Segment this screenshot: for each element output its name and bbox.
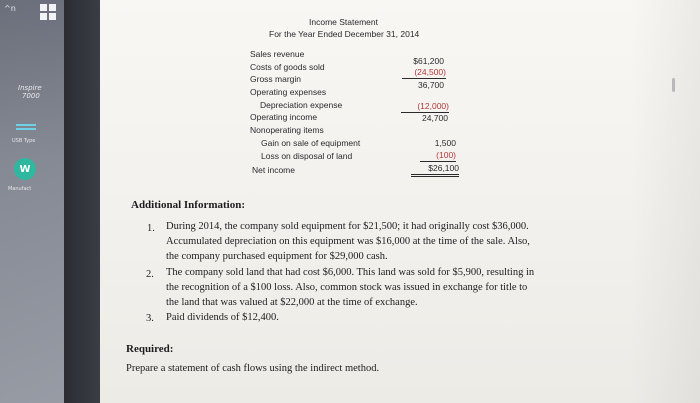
row-label-nonoperating: Nonoperating items: [250, 125, 324, 135]
row-amount-loss-disposal: (100): [420, 150, 456, 162]
item-number-3: 3.: [146, 313, 154, 324]
row-label-depreciation: Depreciation expense: [260, 100, 343, 110]
row-amount-gain-sale: 1,500: [434, 138, 456, 148]
row-label-gain-sale: Gain on sale of equipment: [261, 138, 361, 148]
row-amount-cogs: (24,500): [402, 67, 446, 79]
row-amount-depreciation: (12,000): [401, 101, 449, 113]
additional-info-heading: Additional Information:: [131, 199, 245, 211]
item-2-line-2: the recognition of a $100 loss. Also, common stock was issued in exchange for title to: [166, 282, 528, 293]
wave-app-icon[interactable]: W: [14, 158, 36, 180]
required-text: Prepare a statement of cash flows using the indirect method.: [126, 363, 380, 374]
item-1-line-1: During 2014, the company sold equipment for $21,500; it had originally cost $36,000.: [166, 221, 529, 232]
statement-title: Income Statement: [309, 17, 378, 27]
windows-icon[interactable]: [40, 4, 56, 20]
item-number-2: 2.: [146, 269, 154, 280]
row-amount-gross-margin: 36,700: [418, 80, 444, 90]
app-label-inspire: Inspire: [18, 84, 42, 92]
paper-shadow: [630, 0, 700, 403]
app-label-usb: USB Type: [12, 138, 36, 144]
screen-edge: [0, 0, 64, 403]
row-label-operating-income: Operating income: [250, 112, 318, 122]
row-label-cogs: Costs of goods sold: [250, 62, 325, 72]
corner-text: ^n: [4, 4, 16, 13]
bezel-edge: [64, 0, 100, 403]
app-label-manufact: Manufact: [8, 186, 32, 192]
battery-bars-icon: [16, 124, 36, 132]
row-label-net-income: Net income: [252, 165, 295, 175]
item-1-line-2: Accumulated depreciation on this equipment was $16,000 at the time of the sale. Also,: [166, 236, 530, 247]
row-amount-net-income: $26,100: [411, 163, 459, 177]
item-2-line-1: The company sold land that had cost $6,000. This land was sold for $5,900, resulting in: [166, 267, 535, 278]
item-2-line-3: the land that was valued at $22,000 at the time of exchange.: [166, 297, 418, 308]
item-1-line-3: the company purchased equipment for $29,000 cash.: [166, 251, 388, 262]
statement-period: For the Year Ended December 31, 2014: [269, 29, 420, 39]
item-number-1: 1.: [147, 223, 155, 234]
pen-mark: [672, 78, 675, 92]
row-label-loss-disposal: Loss on disposal of land: [261, 151, 353, 161]
item-3-line-1: Paid dividends of $12,400.: [166, 312, 279, 323]
row-label-sales-revenue: Sales revenue: [250, 49, 305, 59]
row-amount-sales-revenue: $61,200: [413, 56, 444, 66]
row-label-operating-expenses: Operating expenses: [250, 87, 327, 97]
laptop-bezel: [0, 0, 100, 403]
row-amount-operating-income: 24,700: [422, 113, 448, 123]
required-heading: Required:: [126, 343, 174, 355]
row-label-gross-margin: Gross margin: [250, 74, 302, 84]
app-label-7000: 7000: [22, 92, 40, 100]
